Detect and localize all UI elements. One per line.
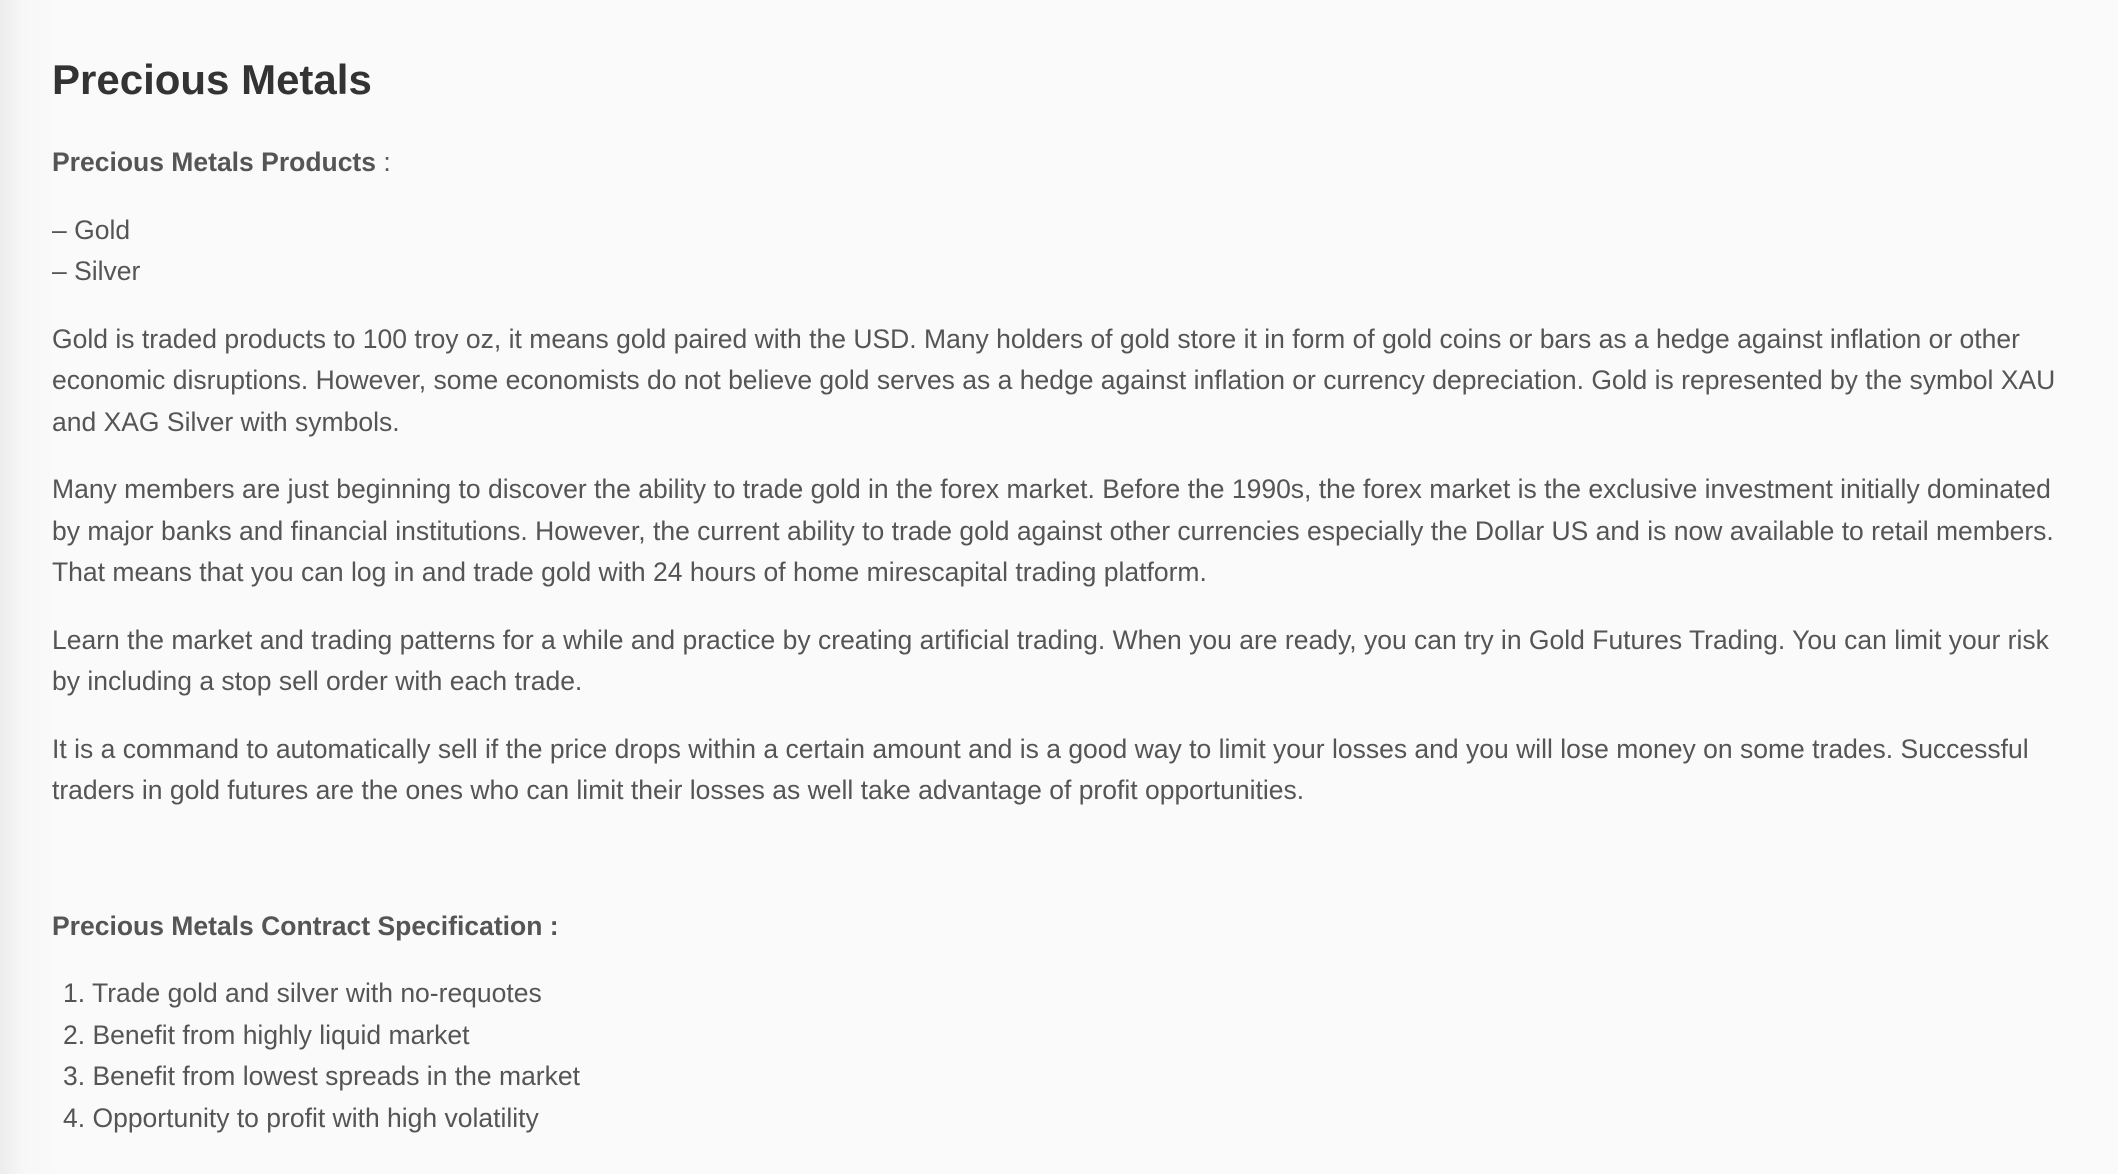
paragraph-forex-market: Many members are just beginning to discover the ability to trade gold in the forex market. Before the 1990s, the forex market is the exclusive investment initially dominated by major banks and financial institutions. However, the current ability to trade gold against other currencies especially the Dollar US and is now available to retail members. That means that you can log in and trade gold with 24 hours of home mirescapital trading platform. <box>52 474 2054 587</box>
section-spacer <box>52 838 2082 906</box>
list-item: 4. Opportunity to profit with high volatility <box>63 1102 539 1133</box>
list-item: 1. Trade gold and silver with no-requotes <box>63 978 542 1008</box>
page-title: Precious Metals <box>52 56 372 103</box>
paragraph-stop-order: It is a command to automatically sell if the price drops within a certain amount and is a good way to limit your losses and you will lose money on some trades. Successful traders in gold futures are the ones who can limit their losses as well take advantage of profit opportunities. <box>52 733 2029 805</box>
list-item-silver: – Silver <box>52 256 141 286</box>
list-item: 2. Benefit from highly liquid market <box>63 1019 470 1050</box>
spec-heading: Precious Metals Contract Specification : <box>52 910 559 941</box>
list-item: 3. Benefit from lowest spreads in the market <box>63 1061 580 1091</box>
products-list <box>52 210 2082 293</box>
products-heading <box>52 142 2082 184</box>
article-content <box>52 50 2082 1139</box>
list-item-gold: – Gold <box>52 214 131 245</box>
paragraph-learn-market: Learn the market and trading patterns for a while and practice by creating artificial trading. When you are ready, you can try in Gold Futures Trading. You can limit your risk by including a stop sell order with each trade. <box>52 624 2049 696</box>
paragraph-gold-intro: Gold is traded products to 100 troy oz, it means gold paired with the USD. Many holders of gold store it in form of gold coins or bars as a hedge against inflation or other economic disruptions. However, some economists do not believe gold serves as a hedge against inflation or currency depreciation. Gold is represented by the symbol XAU and XAG Silver with symbols. <box>52 323 2056 437</box>
products-heading-text: Precious Metals Products <box>52 147 376 177</box>
products-heading-colon: : <box>376 147 391 177</box>
spec-list <box>52 973 2082 1139</box>
